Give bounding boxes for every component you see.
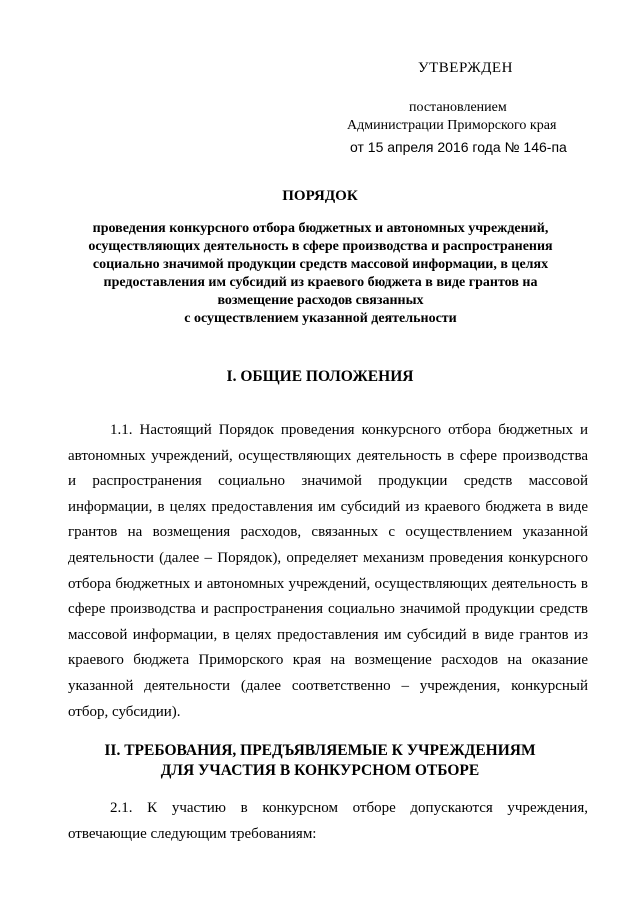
subtitle-line: с осуществлением указанной деятельности <box>184 311 457 326</box>
section-1-heading: I. ОБЩИЕ ПОЛОЖЕНИЯ <box>226 368 414 385</box>
section-2-heading <box>0 741 640 781</box>
paragraph-2-1: 2.1. К участию в конкурсном отборе допускаются учреждения, отвечающие следующим требованиям: <box>68 800 588 842</box>
approval-stamp-title: УТВЕРЖДЕН <box>418 60 513 76</box>
subtitle-line: предоставления им субсидий из краевого бюджета в виде грантов на <box>103 275 538 290</box>
subtitle-line: осуществляющих деятельность в сфере производства и распространения <box>88 239 553 254</box>
subtitle-line: социально значимой продукции средств массовой информации, в целях <box>92 257 549 272</box>
section-2-heading-line: ДЛЯ УЧАСТИЯ В КОНКУРСНОМ ОТБОРЕ <box>160 762 480 779</box>
paragraph-1-1: 1.1. Настоящий Порядок проведения конкурсного отбора бюджетных и автономных учреждений, осуществляющих деятельность в сфере производства и распространения социально значимой продукции средств массовой информации, в целях предоставления им субсидий из краевого бюджета в виде грантов на возмещения расходов, связанных с осуществлением указанной деятельности (далее – Порядок), определяет механизм проведения конкурсного отбора бюджетных и автономных учреждений, осуществляющих деятельность в сфере производства и распространения социально значимой продукции средств массовой информации, в целях предоставления им субсидий в виде грантов из краевого бюджета Приморского края на возмещение расходов на оказание указанной деятельности (далее соответственно – учреждения, конкурсный отбор, субсидии). <box>68 422 588 720</box>
approval-authority-line: Администрации Приморского края <box>347 118 557 133</box>
document-title: ПОРЯДОК <box>282 188 358 204</box>
section-2-heading-line: II. ТРЕБОВАНИЯ, ПРЕДЪЯВЛЯЕМЫЕ К УЧРЕЖДЕНИЯМ <box>104 742 536 759</box>
subtitle-line: возмещение расходов связанных <box>217 293 424 308</box>
subtitle-line: проведения конкурсного отбора бюджетных и автономных учреждений, <box>92 221 549 236</box>
approval-date-number-line: от 15 апреля 2016 года № 146-па <box>350 139 567 155</box>
document-subtitle <box>68 220 573 328</box>
approval-decree-line: постановлением <box>409 100 507 115</box>
